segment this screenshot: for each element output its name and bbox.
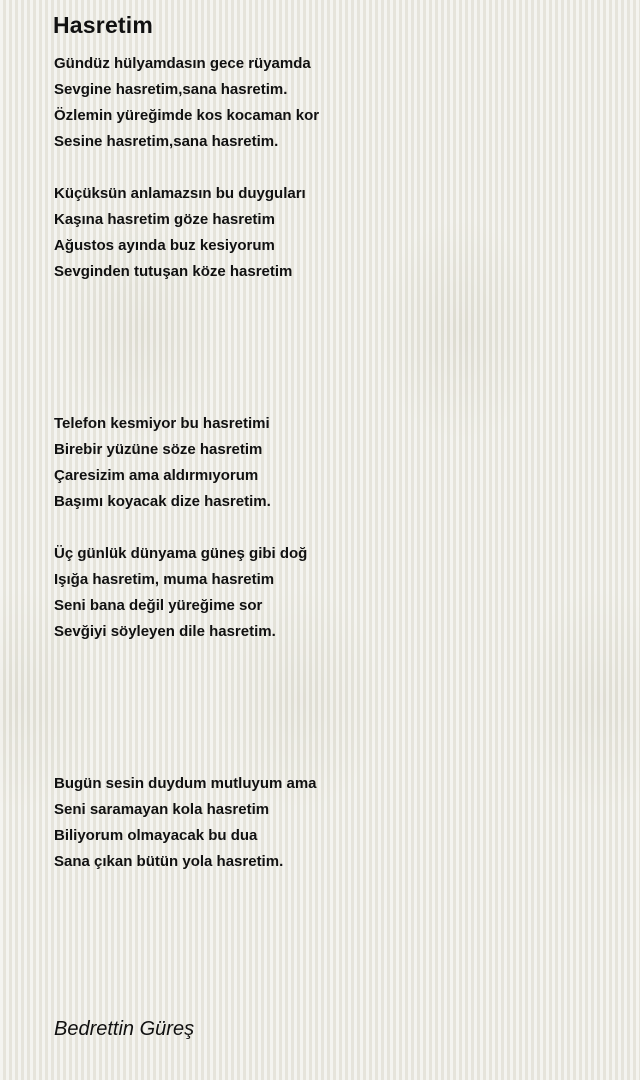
poem-line: Çaresizim ama aldırmıyorum [54,467,259,484]
poem-line: Sana çıkan bütün yola hasretim. [54,853,284,870]
poem-line: Kaşına hasretim göze hasretim [54,211,275,228]
poem-line: Sevğiyi söyleyen dile hasretim. [54,623,276,640]
stanza-1 [54,51,319,155]
stanza-4 [54,541,307,645]
stanza-5 [54,771,317,875]
poem-line: Biliyorum olmayacak bu dua [54,827,258,844]
poem-line: Sesine hasretim,sana hasretim. [54,133,279,150]
poem-line: Birebir yüzüne söze hasretim [54,441,263,458]
poem-title: Hasretim [53,12,154,38]
poem-line: Küçüksün anlamazsın bu duyguları [54,185,306,202]
poem-line: Sevginden tutuşan köze hasretim [54,263,293,280]
poem-line: Başımı koyacak dize hasretim. [54,493,271,510]
poem-line: Bugün sesin duydum mutluyum ama [54,775,317,792]
poem-line: Telefon kesmiyor bu hasretimi [54,415,270,432]
poem-line: Seni saramayan kola hasretim [54,801,270,818]
poem-line: Üç günlük dünyama güneş gibi doğ [54,545,308,562]
poem-author: Bedrettin Güreş [54,1018,195,1040]
poem-line: Sevgine hasretim,sana hasretim. [54,81,288,98]
poem-line: Özlemin yüreğimde kos kocaman kor [54,107,320,124]
poem-line: Ağustos ayında buz kesiyorum [54,237,275,254]
poem-line: Seni bana değil yüreğime sor [54,597,263,614]
poem-line: Gündüz hülyamdasın gece rüyamda [54,55,311,72]
stanza-2 [54,181,306,285]
stanza-3 [54,411,271,515]
poem-line: Işığa hasretim, muma hasretim [54,571,275,588]
